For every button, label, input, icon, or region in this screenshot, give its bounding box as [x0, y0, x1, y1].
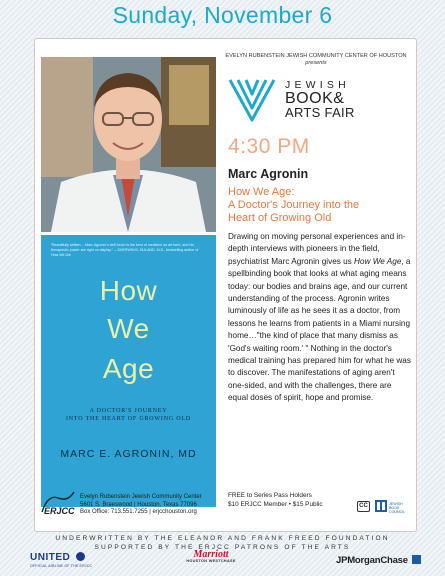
- speaker-name: Marc Agronin: [228, 167, 309, 181]
- erjcc-logo-icon: [40, 490, 76, 523]
- pricing-info: [228, 491, 323, 509]
- venue-info: [80, 494, 202, 517]
- presents-label: presents: [305, 60, 327, 66]
- book-subtitle-line2: INTO THE HEART OF GROWING OLD: [65, 416, 191, 422]
- book-blurb: "Beautifully written… Marc Agronin's deft touch is the best of medicine as art form, and his therapeutic power are right on display." —SHERWIN B. NULAND, M.D., bestselling author of How We Die: [51, 243, 199, 257]
- sponsor-jpmorgan-logo: [336, 555, 421, 566]
- jewish-book-council-logo-icon: [375, 498, 411, 514]
- talk-title-line3: Heart of Growing Old: [228, 212, 332, 224]
- venue-address: 5601 S. Braeswood | Houston, Texas 77096: [80, 501, 197, 508]
- book-title-line2: We: [107, 313, 150, 344]
- svg-text:JEWISH: JEWISH: [389, 502, 403, 506]
- sponsor-united-logo: [30, 552, 93, 568]
- erjcc-logo-text: ERJCC: [44, 506, 75, 516]
- svg-text:COUNCIL: COUNCIL: [389, 510, 406, 514]
- event-card: [34, 38, 417, 532]
- talk-title-line1: How We Age:: [228, 186, 295, 198]
- sponsor-united-sub: OFFICIAL AIRLINE OF THE ERJCC: [30, 564, 93, 568]
- underwritten-line: UNDERWRITTEN BY THE ELEANOR AND FRANK FREED FOUNDATION: [55, 535, 390, 542]
- sponsor-marriott-name: Marriott: [193, 549, 229, 560]
- event-date: Sunday, November 6: [112, 2, 333, 28]
- closed-caption-icon: CC: [357, 501, 370, 512]
- book-subtitle-line1: A DOCTOR'S JOURNEY: [89, 408, 168, 414]
- talk-title-line2: A Doctor's Journey into the: [228, 199, 360, 211]
- book-fair-logo-icon: [226, 74, 278, 129]
- svg-text:BOOK: BOOK: [389, 506, 400, 510]
- sponsor-marriott-logo: [186, 549, 236, 563]
- fair-line1: JEWISH: [285, 79, 350, 91]
- book-subtitle: [41, 407, 216, 423]
- book-title-line3: Age: [102, 353, 155, 384]
- united-globe-icon: [76, 552, 85, 561]
- book-fair-wordmark: [285, 78, 355, 120]
- fair-line2: BOOK&: [285, 90, 345, 107]
- price-line2: $10 ERJCC Member • $15 Public: [228, 501, 323, 508]
- supported-line: SUPPORTED BY THE ERJCC PATRONS OF THE ARTS: [94, 544, 351, 551]
- sponsor-jpmorgan-name: JPMorganChase: [336, 555, 408, 566]
- book-cover: [41, 235, 216, 507]
- fair-line3: ARTS FAIR: [285, 105, 355, 120]
- price-line1: FREE to Series Pass Holders: [228, 492, 312, 499]
- description-book-title: How We Age: [354, 256, 402, 266]
- book-title-line1: How: [99, 275, 158, 306]
- description-text-1: Drawing on moving personal experiences and in-depth interviews with pioneers in the field, psychiatrist Marc Agronin gives us: [228, 232, 406, 266]
- sponsor-marriott-sub: HOUSTON WESTCHASE: [186, 559, 236, 563]
- event-time: 4:30 PM: [228, 135, 310, 158]
- talk-title: [228, 186, 408, 225]
- presenter-name: EVELYN RUBENSTEIN JEWISH COMMUNITY CENTER OF HOUSTON: [225, 53, 407, 59]
- venue-name: Evelyn Rubenstein Jewish Community Center: [80, 494, 202, 500]
- book-author: MARC E. AGRONIN, MD: [60, 448, 197, 460]
- presenter-credit: [225, 53, 407, 67]
- sponsor-united-name: UNITED: [30, 552, 71, 563]
- jpmorgan-octagon-icon: [412, 555, 421, 564]
- event-description: [228, 231, 413, 405]
- venue-box-office: Box Office: 713.551.7255 | erjcchouston.org: [80, 509, 197, 515]
- author-photo: [41, 57, 216, 232]
- description-text-2: , a spellbinding book that looks at what aging means today: our bodies and brains age, and our current understanding of the process. Agronin writes luminously of life as he sees it as a doctor, from lessons he learns from patients in a Miami nursing home…"the kind of place that many dismiss as 'God's waiting room.' " Nothing in the doctor's medical training has prepared him for what he was to discover. The manifestations of aging aren't one-sided, and with the challenges, there are equal doses of spirit, hope and promise.: [228, 256, 411, 403]
